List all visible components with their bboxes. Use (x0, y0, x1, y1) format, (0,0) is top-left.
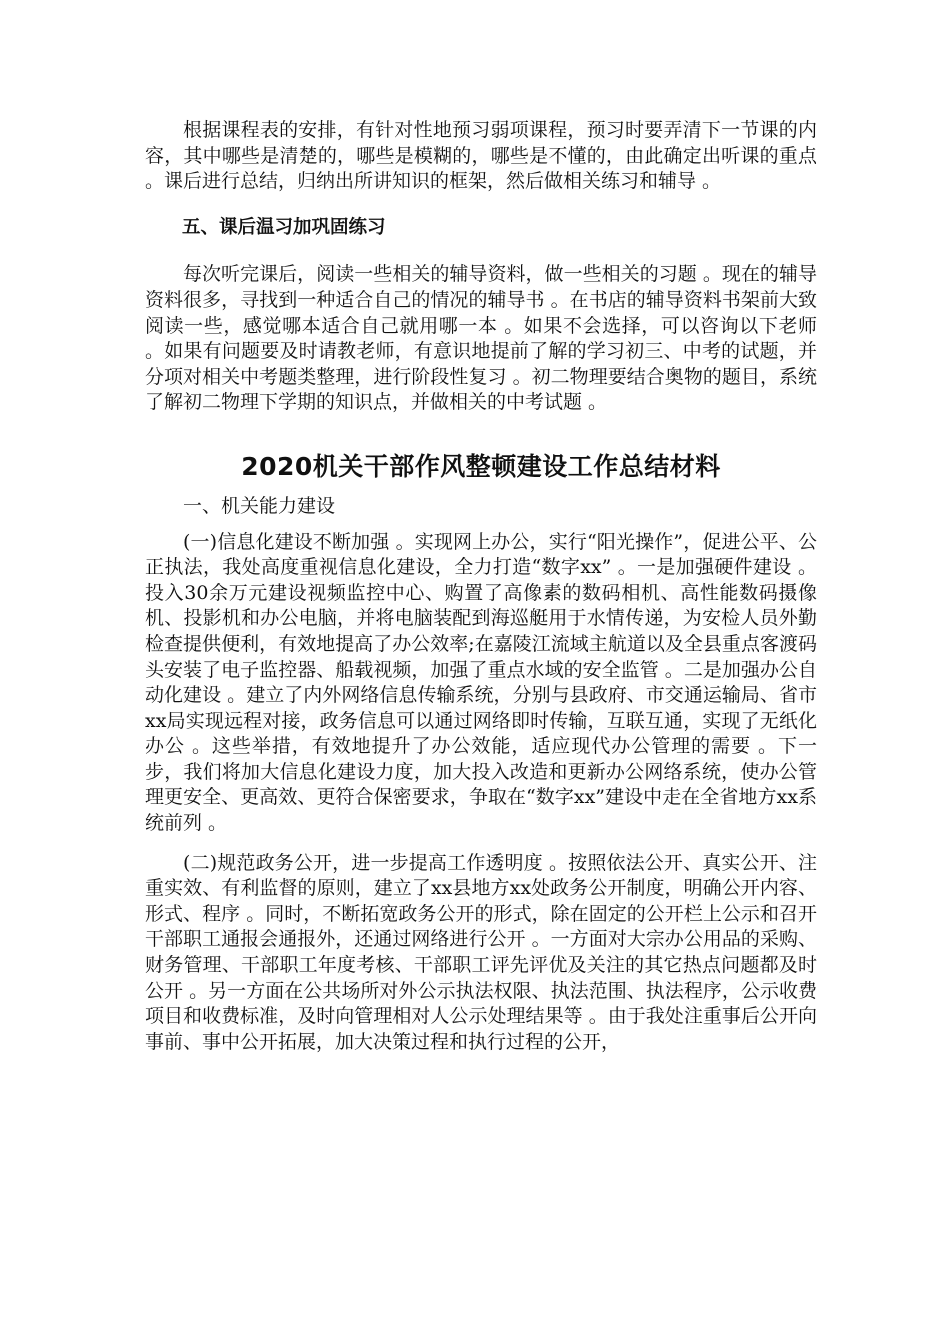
paragraph-study-plan: 根据课程表的安排，有针对性地预习弱项课程，预习时要弄清下一节课的内容，其中哪些是清楚的，哪些是模糊的，哪些是不懂的，由此确定出听课的重点 。课后进行总结，归纳出所讲知识的框架，然后做相关练习和辅导 。 (145, 119, 817, 193)
paragraph-informatization: (一)信息化建设不断加强 。实现网上办公，实行“阳光操作”，促进公平、公正执法，我处高度重视信息化建设，全力打造“数字xx” 。一是加强硬件建设 。投入30余万元建设视频监控中心、购置了高像素的数码相机、高性能数码摄像机、投影机和办公电脑，并将电脑装配到海巡艇用于水情传递，为安检人员外勤检查提供便利，有效地提高了办公效率;在嘉陵江流域主航道以及全县重点客渡码头安装了电子监控器、船载视频，加强了重点水域的安全监管 。二是加强办公自动化建设 。建立了内外网络信息传输系统，分别与县政府、市交通运输局、省市xx局实现远程对接，政务信息可以通过网络即时传输，互联互通，实现了无纸化办公 。这些举措，有效地提升了办公效能，适应现代办公管理的需要 。下一步，我们将加大信息化建设力度，加大投入改造和更新办公网络系统，使办公管理更安全、更高效、更符合保密要求，争取在“数字xx”建设中走在全省地方xx系统前列 。 (145, 530, 817, 835)
paragraph-government-openness: (二)规范政务公开，进一步提高工作透明度 。按照依法公开、真实公开、注重实效、有利监督的原则，建立了xx县地方xx处政务公开制度，明确公开内容、形式、程序 。同时，不断拓宽政务公开的形式，除在固定的公开栏上公示和召开干部职工通报会通报外，还通过网络进行公开 。一方面对大宗办公用品的采购、财务管理、干部职工年度考核、干部职工评先评优及关注的其它热点问题都及时公开 。另一方面在公共场所对外公示执法权限、执法范围、执法程序，公示收费项目和收费标准，及时向管理相对人公示处理结果等 。由于我处注重事后公开向事前、事中公开拓展，加大决策过程和执行过程的公开， (145, 851, 817, 1053)
document-title: 2020机关干部作风整顿建设工作总结材料 (241, 451, 721, 481)
paragraph-review-practice: 每次听完课后，阅读一些相关的辅导资料，做一些相关的习题 。现在的辅导资料很多，寻找到一种适合自己的情况的辅导书 。在书店的辅导资料书架前大致阅读一些，感觉哪本适合自己就用哪一本 。如果不会选择，可以咨询以下老师 。如果有问题要及时请教老师，有意识地提前了解的学习初三、中考的试题，并分项对相关中考题类整理，进行阶段性复习 。初二物理要结合奥物的题目，系统了解初二物理下学期的知识点，并做相关的中考试题 。 (145, 263, 817, 414)
section-heading-capacity: 一、机关能力建设 (183, 494, 336, 517)
section-heading-review: 五、课后温习加巩固练习 (182, 216, 386, 238)
document-page (145, 118, 817, 1055)
